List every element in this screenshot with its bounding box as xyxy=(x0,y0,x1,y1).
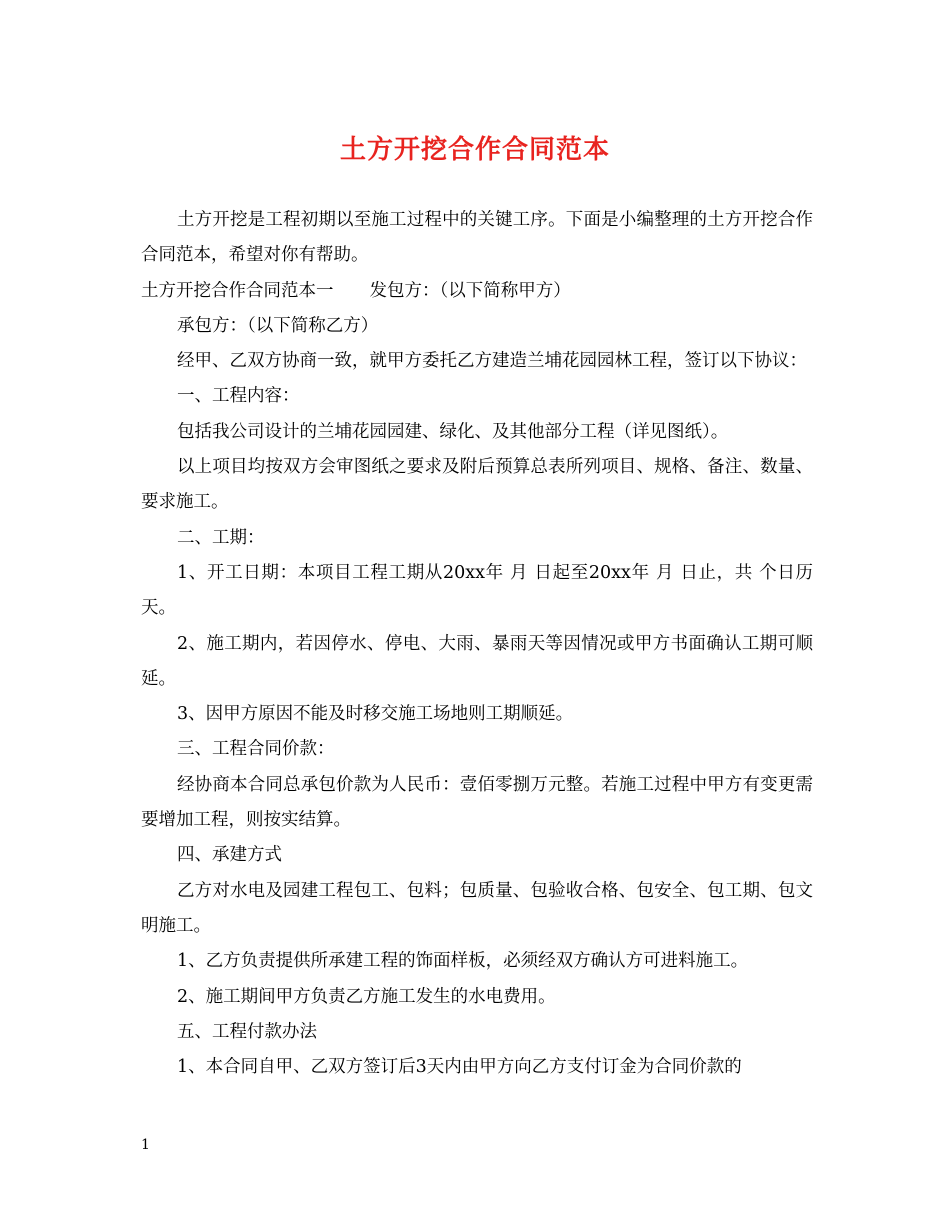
party-a-line: 发包方：（以下简称甲方） xyxy=(369,280,571,301)
contract-sample-heading: 土方开挖合作合同范本一 xyxy=(141,280,334,301)
section-heading: 四、承建方式 xyxy=(177,845,282,866)
paragraph: 3、因甲方原因不能及时移交施工场地则工期顺延。 xyxy=(177,704,574,725)
document-title: 土方开挖合作合同范本 xyxy=(339,135,610,165)
paragraph: 以上项目均按双方会审图纸之要求及附后预算总表所列项目、规格、备注、数量、要求施工。 xyxy=(141,457,813,513)
paragraph: 1、乙方负责提供所承建工程的饰面样板，必须经双方确认方可进料施工。 xyxy=(177,951,749,972)
paragraph: 1、开工日期：本项目工程工期从20xx年 月 日起至20xx年 月 日止，共 个日历天。 xyxy=(141,562,813,619)
document-body xyxy=(141,203,813,1085)
page-number: 1 xyxy=(141,1137,150,1153)
paragraph-agreement: 经甲、乙双方协商一致，就甲方委托乙方建造兰埔花园园林工程，签订以下协议： xyxy=(177,351,807,372)
paragraph: 1、本合同自甲、乙双方签订后3天内由甲方向乙方支付订金为合同价款的 xyxy=(177,1057,742,1078)
section-heading: 三、工程合同价款： xyxy=(177,739,335,760)
paragraph: 包括我公司设计的兰埔花园园建、绿化、及其他部分工程（详见图纸）。 xyxy=(177,421,729,442)
paragraph: 经协商本合同总承包价款为人民币：壹佰零捌万元整。若施工过程中甲方有变更需要增加工程，则按实结算。 xyxy=(141,774,813,831)
paragraph: 2、施工期间甲方负责乙方施工发生的水电费用。 xyxy=(177,986,556,1007)
paragraph-intro: 土方开挖是工程初期以至施工过程中的关键工序。下面是小编整理的土方开挖合作合同范本，希望对你有帮助。 xyxy=(141,210,813,266)
paragraph-line xyxy=(141,274,813,309)
paragraph: 2、施工期内，若因停水、停电、大雨、暴雨天等因情况或甲方书面确认工期可顺延。 xyxy=(141,633,813,689)
party-b-line: 承包方：（以下简称乙方） xyxy=(177,315,379,336)
paragraph: 乙方对水电及园建工程包工、包料；包质量、包验收合格、包安全、包工期、包文明施工。 xyxy=(141,880,813,936)
section-heading: 五、工程付款办法 xyxy=(177,1021,317,1042)
section-heading: 二、工期： xyxy=(177,527,265,548)
section-heading: 一、工程内容： xyxy=(177,386,300,407)
